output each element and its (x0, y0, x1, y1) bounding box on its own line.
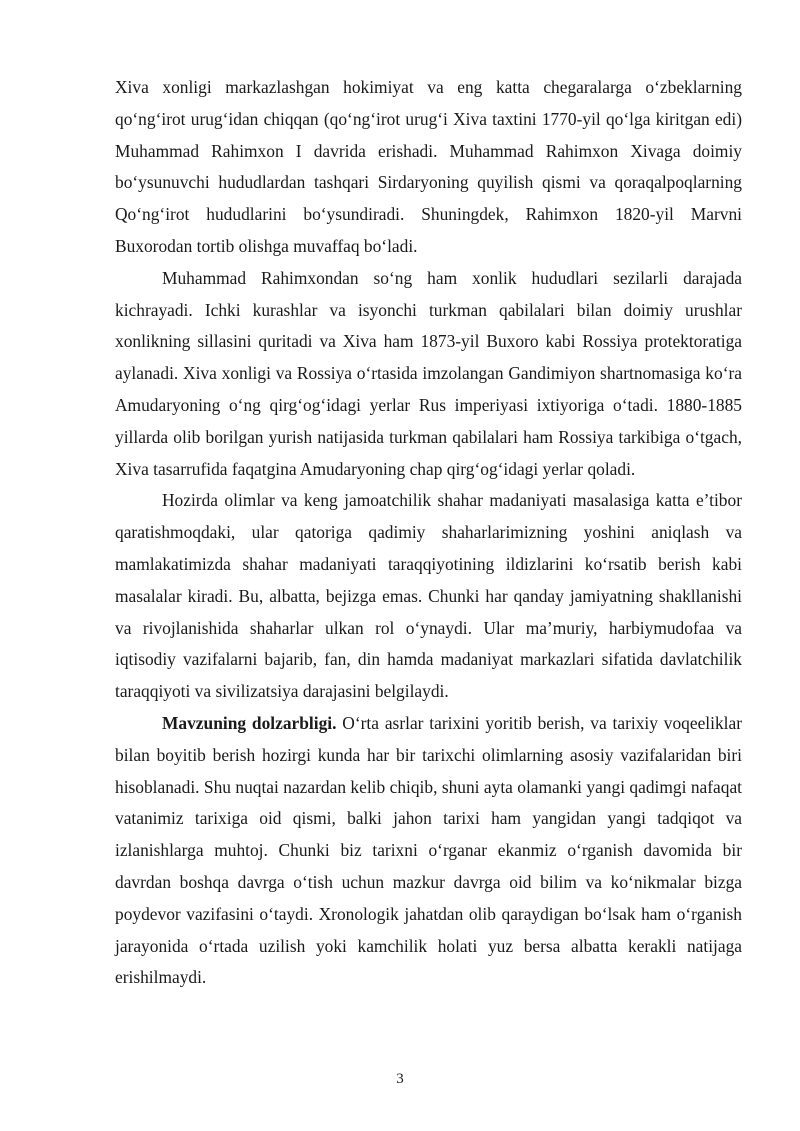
paragraph-topic-relevance (115, 708, 742, 994)
topic-relevance-heading: Mavzuning dolzarbligi. (162, 712, 337, 733)
paragraph-khanate-decline: Muhammad Rahimxondan so‘ng ham xonlik hududlari sezilarli darajada kichrayadi. Ichki kurashlar va isyonchi turkman qabilalari bilan doimiy urushlar xonlikning sillasini quritadi va Xiva ham 1873-yil Buxoro kabi Rossiya protektoratiga aylanadi. Xiva xonligi va Rossiya o‘rtasida imzolangan Gandimiyon shartnomasiga ko‘ra Amudaryoning o‘ng qirg‘og‘idagi yerlar Rus imperiyasi ixtiyoriga o‘tadi. 1880-1885 yillarda olib borilgan yurish natijasida turkman qabilalari ham Rossiya tarkibiga o‘tgach, Xiva tasarrufida faqatgina Amudaryoning chap qirg‘og‘idagi yerlar qoladi. (115, 267, 742, 479)
document-page (115, 72, 742, 994)
topic-relevance-text: O‘rta asrlar tarixini yoritib berish, va tarixiy voqeeliklar bilan boyitib berish hozirgi kunda har bir tarixchi olimlarning asosiy vazifalaridan biri hisoblanadi. Shu nuqtai nazardan kelib chiqib, shuni ayta olamanki yangi qadimgi nafaqat vatanimiz tarixiga oid qismi, balki jahon tarixi ham yangidan yangi tadqiqot va izlanishlarga muhtoj. Chunki biz tarixni o‘rganar ekanmiz o‘rganish davomida bir davrdan boshqa davrga o‘tish uchun mazkur davrga oid bilim va ko‘nikmalar bizga poydevor vazifasini o‘taydi. Xronologik jahatdan olib qaraydigan bo‘lsak ham o‘rganish jarayonida o‘rtada uzilish yoki kamchilik holati yuz bersa albatta kerakli natijaga erishilmaydi. (115, 712, 742, 988)
page-number: 3 (396, 1071, 404, 1087)
paragraph-xiva-khanate-expansion: Xiva xonligi markazlashgan hokimiyat va eng katta chegaralarga o‘zbeklarning qo‘ng‘irot urug‘idan chiqqan (qo‘ng‘irot urug‘i Xiva taxtini 1770-yil qo‘lga kiritgan edi) Muhammad Rahimxon I davrida erishadi. Muhammad Rahimxon Xivaga doimiy bo‘ysunuvchi hududlardan tashqari Sirdaryoning quyilish qismi va qoraqalpoqlarning Qo‘ng‘irot hududlarini bo‘ysundiradi. Shuningdek, Rahimxon 1820-yil Marvni Buxorodan tortib olishga muvaffaq bo‘ladi. (115, 77, 742, 256)
paragraph-urban-culture: Hozirda olimlar va keng jamoatchilik shahar madaniyati masalasiga katta e’tibor qaratishmoqdaki, ular qatoriga qadimiy shaharlarimizning yoshini aniqlash va mamlakatimizda shahar madaniyati taraqqiyotining ildizlarini ko‘rsatib berish kabi masalalar kiradi. Bu, albatta, bejizga emas. Chunki har qanday jamiyatning shakllanishi va rivojlanishida shaharlar ulkan rol o‘ynaydi. Ular ma’muriy, harbiymudofaa va iqtisodiy vazifalarni bajarib, fan, din hamda madaniyat markazlari sifatida davlatchilik taraqqiyoti va sivilizatsiya darajasini belgilaydi. (115, 490, 742, 702)
